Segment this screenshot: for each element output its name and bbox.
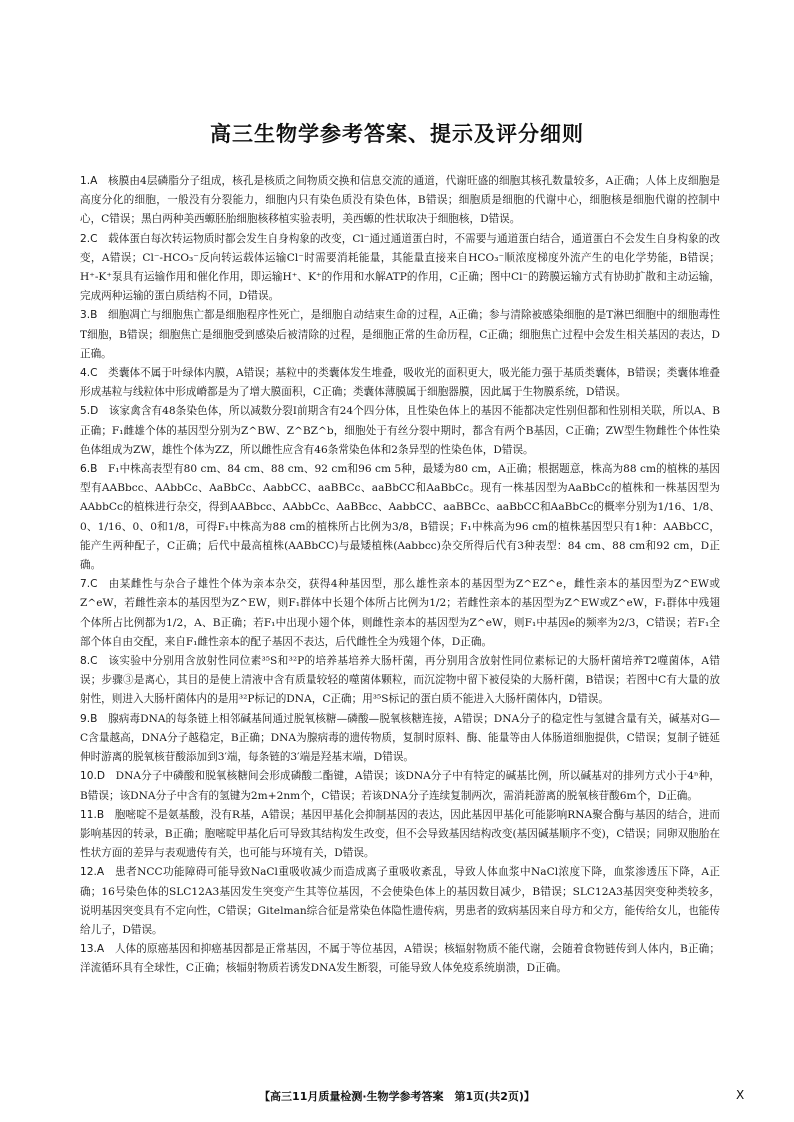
answer-explanation: 由某雌性与杂合子雄性个体为亲本杂交，获得4种基因型，那么雄性亲本的基因型为Z^EZ^e，雌性亲本的基因型为Z^EW或Z^eW，若雌性亲本的基因型为Z^EW，则F₁群体中长翅个体所占比例为1/2；若雌性亲本的基因型为Z^EW或Z^eW，F₁群体中残翅个体所占比例都为1/2，A、B正确；若F₁中出现小翅个体，则雌性亲本的基因型为Z^eW，则F₁中基因e的频率为2/3，C错误；若F₁全部个体自由交配，来自F₁雌性亲本的配子基因不表达，后代雌性全为残翅个体，D正确。 bbox=[80, 578, 720, 648]
answer-item bbox=[80, 767, 720, 805]
answer-explanation: 该实验中分别用含放射性同位素³⁵S和³²P的培养基培养大肠杆菌，再分别用含放射性同位素标记的大肠杆菌培养T2噬菌体，A错误；步骤③是离心，其目的是使上清液中含有质量较轻的噬菌体颗粒，而沉淀物中留下被侵染的大肠杆菌，B错误；若图中C有大量的放射性，则进入大肠杆菌体内的是用³²P标记的DNA，C正确；用³⁵S标记的蛋白质不能进入大肠杆菌体内，D错误。 bbox=[80, 655, 720, 706]
answer-item bbox=[80, 940, 720, 978]
answer-number: 13.A bbox=[80, 943, 105, 956]
answer-number: 9.B bbox=[80, 712, 98, 725]
answer-explanation: DNA分子中磷酸和脱氧核糖间会形成磷酸二酯键，A错误；该DNA分子中有特定的碱基比例，所以碱基对的排列方式小于4ⁿ种，B错误；该DNA分子中含有的氢键为2m+2nm个，C错误；若该DNA分子连续复制两次，需消耗游离的脱氧核苷酸6m个，D正确。 bbox=[80, 770, 720, 802]
answer-item bbox=[80, 863, 720, 940]
answer-item bbox=[80, 710, 720, 768]
answer-item bbox=[80, 806, 720, 864]
answer-explanation: 细胞凋亡与细胞焦亡都是细胞程序性死亡，是细胞自动结束生命的过程，A正确；参与清除被感染细胞的是T淋巴细胞中的细胞毒性T细胞，B错误；细胞焦亡是细胞受到感染后被清除的过程，是细胞正常的生命历程，C正确；细胞焦亡过程中会发生相关基因的表达，D正确。 bbox=[80, 309, 720, 360]
answer-number: 11.B bbox=[80, 808, 105, 821]
answer-number: 2.C bbox=[80, 232, 98, 245]
page-title: 高三生物学参考答案、提示及评分细则 bbox=[210, 122, 584, 146]
answer-explanation: 胞嘧啶不是氨基酸，没有R基，A错误；基因甲基化会抑制基因的表达，因此基因甲基化可能影响RNA聚合酶与基因的结合，进而影响基因的转录，B正确；胞嘧啶甲基化后可导致其结构发生改变，但不会导致基因结构改变(基因碱基顺序不变)，C错误；同卵双胞胎在性状方面的差异与表观遗传有关，也可能与环境有关，D错误。 bbox=[80, 808, 720, 860]
answer-item bbox=[80, 460, 720, 575]
answer-explanation: 腺病毒DNA的每条链上相邻碱基间通过脱氧核糖—磷酸—脱氧核糖连接，A错误；DNA分子的稳定性与氢键含量有关，碱基对G—C含量越高，DNA分子越稳定，B正确；DNA为腺病毒的遗传物质，复制时原料、酶、能量等由人体肠道细胞提供，C错误；复制子链延伸时游离的脱氧核苷酸添加到3′端，每条链的3′端是羟基末端，D错误。 bbox=[80, 712, 720, 764]
answer-number: 8.C bbox=[80, 655, 98, 668]
answer-explanation: 类囊体不属于叶绿体内膜，A错误；基粒中的类囊体发生堆叠，吸收光的面积更大，吸光能力强于基质类囊体，B错误；类囊体堆叠形成基粒与线粒体中形成嵴都是为了增大膜面积，C正确；类囊体薄膜属于细胞器膜，因此属于生物膜系统，D错误。 bbox=[80, 367, 720, 399]
answer-list bbox=[80, 172, 720, 979]
answer-number: 4.C bbox=[80, 367, 98, 380]
answer-item bbox=[80, 306, 720, 364]
answer-explanation: 患者NCC功能障碍可能导致NaCl重吸收减少而造成离子重吸收紊乱，导致人体血浆中NaCl浓度下降，血浆渗透压下降，A正确；16号染色体的SLC12A3基因发生突变产生其等位基因，不会使染色体上的基因数目减少，B错误；SLC12A3基因突变种类较多，说明基因突变具有不定向性，C错误；Gitelman综合征是常染色体隐性遗传病，男患者的致病基因来自母方和父方，能传给女儿，也能传给儿子，D错误。 bbox=[80, 866, 720, 936]
answer-explanation: 核膜由4层磷脂分子组成，核孔是核质之间物质交换和信息交流的通道，代谢旺盛的细胞其核孔数量较多，A正确；人体上皮细胞是高度分化的细胞，一般没有分裂能力，细胞内只有染色质没有染色体，B错误；细胞质是细胞的代谢中心，细胞核是细胞代谢的控制中心，C错误；黑白两种美西螈胚胎细胞核移植实验表明，美西螈的性状取决于细胞核，D错误。 bbox=[80, 175, 720, 226]
answer-item bbox=[80, 364, 720, 402]
answer-number: 1.A bbox=[80, 175, 98, 187]
answer-explanation: F₁中株高表型有80 cm、84 cm、88 cm、92 cm和96 cm 5种，最矮为80 cm，A正确；根据题意，株高为88 cm的植株的基因型有AABbcc、AAbbCc、AaBbCc、AabbCC、aaBBCc、aaBbCC和AaBbCc。现有一株基因型为AaBbCc的植株和一株基因型为AAbbCc的植株进行杂交，得到AABbcc、AAbbCc、AaBBcc、AabbCC、aaBBCc、aaBbCC和AaBbCc的概率分别为1/16、1/8、0、1/16、0、0和1/8，可得F₁中株高为88 cm的植株所占比例为3/8，B错误；F₁中株高为96 cm的植株基因型只有1种：AABbCC，能产生两种配子，C正确；后代中最高植株(AABbCC)与最矮植株(Aabbcc)杂交所得后代有3种表型：84 cm、88 cm和92 cm，D正确。 bbox=[80, 463, 720, 572]
page-footer: 【高三11月质量检测·生物学参考答案 第1页(共2页)】 bbox=[259, 1090, 535, 1103]
answer-number: 6.B bbox=[80, 463, 98, 476]
answer-number: 5.D bbox=[80, 405, 99, 418]
answer-item bbox=[80, 402, 720, 460]
answer-item bbox=[80, 172, 720, 230]
answer-number: 12.A bbox=[80, 866, 105, 879]
answer-item bbox=[80, 652, 720, 710]
answer-explanation: 该家禽含有48条染色体，所以减数分裂Ⅰ前期含有24个四分体，且性染色体上的基因不能都决定性别但都和性别相关联，所以A、B正确；F₁雌雄个体的基因型分别为Z^BW、Z^BZ^b，细胞处于有丝分裂中期时，都含有两个B基因，C正确；ZW型生物雌性个体性染色体组成为ZW，雄性个体为ZZ，所以雌性应含有46条常染色体和2条异型的性染色体，D错误。 bbox=[80, 405, 720, 456]
answer-number: 7.C bbox=[80, 578, 98, 591]
answer-explanation: 人体的原癌基因和抑癌基因都是正常基因，不属于等位基因，A错误；核辐射物质不能代谢，会随着食物链传到人体内，B正确；洋流循环具有全球性，C正确；核辐射物质若诱发DNA发生断裂，可能导致人体免疫系统崩溃，D正确。 bbox=[80, 943, 720, 975]
answer-explanation: 载体蛋白每次转运物质时都会发生自身构象的改变，Cl⁻通过通道蛋白时，不需要与通道蛋白结合，通道蛋白不会发生自身构象的改变，A错误；Cl⁻-HCO₃⁻反向转运载体运输Cl⁻时需要消耗能量，其能量直接来自HCO₃⁻顺浓度梯度外流产生的电化学势能，B错误；H⁺-K⁺泵具有运输作用和催化作用，即运输H⁺、K⁺的作用和水解ATP的作用，C正确；图中Cl⁻的跨膜运输方式有协助扩散和主动运输，完成两种运输的蛋白质结构不同，D错误。 bbox=[80, 232, 720, 303]
answer-item bbox=[80, 230, 720, 307]
footer-mark: X bbox=[736, 1088, 745, 1102]
answer-number: 3.B bbox=[80, 309, 98, 322]
answer-item bbox=[80, 575, 720, 652]
answer-number: 10.D bbox=[80, 770, 106, 783]
